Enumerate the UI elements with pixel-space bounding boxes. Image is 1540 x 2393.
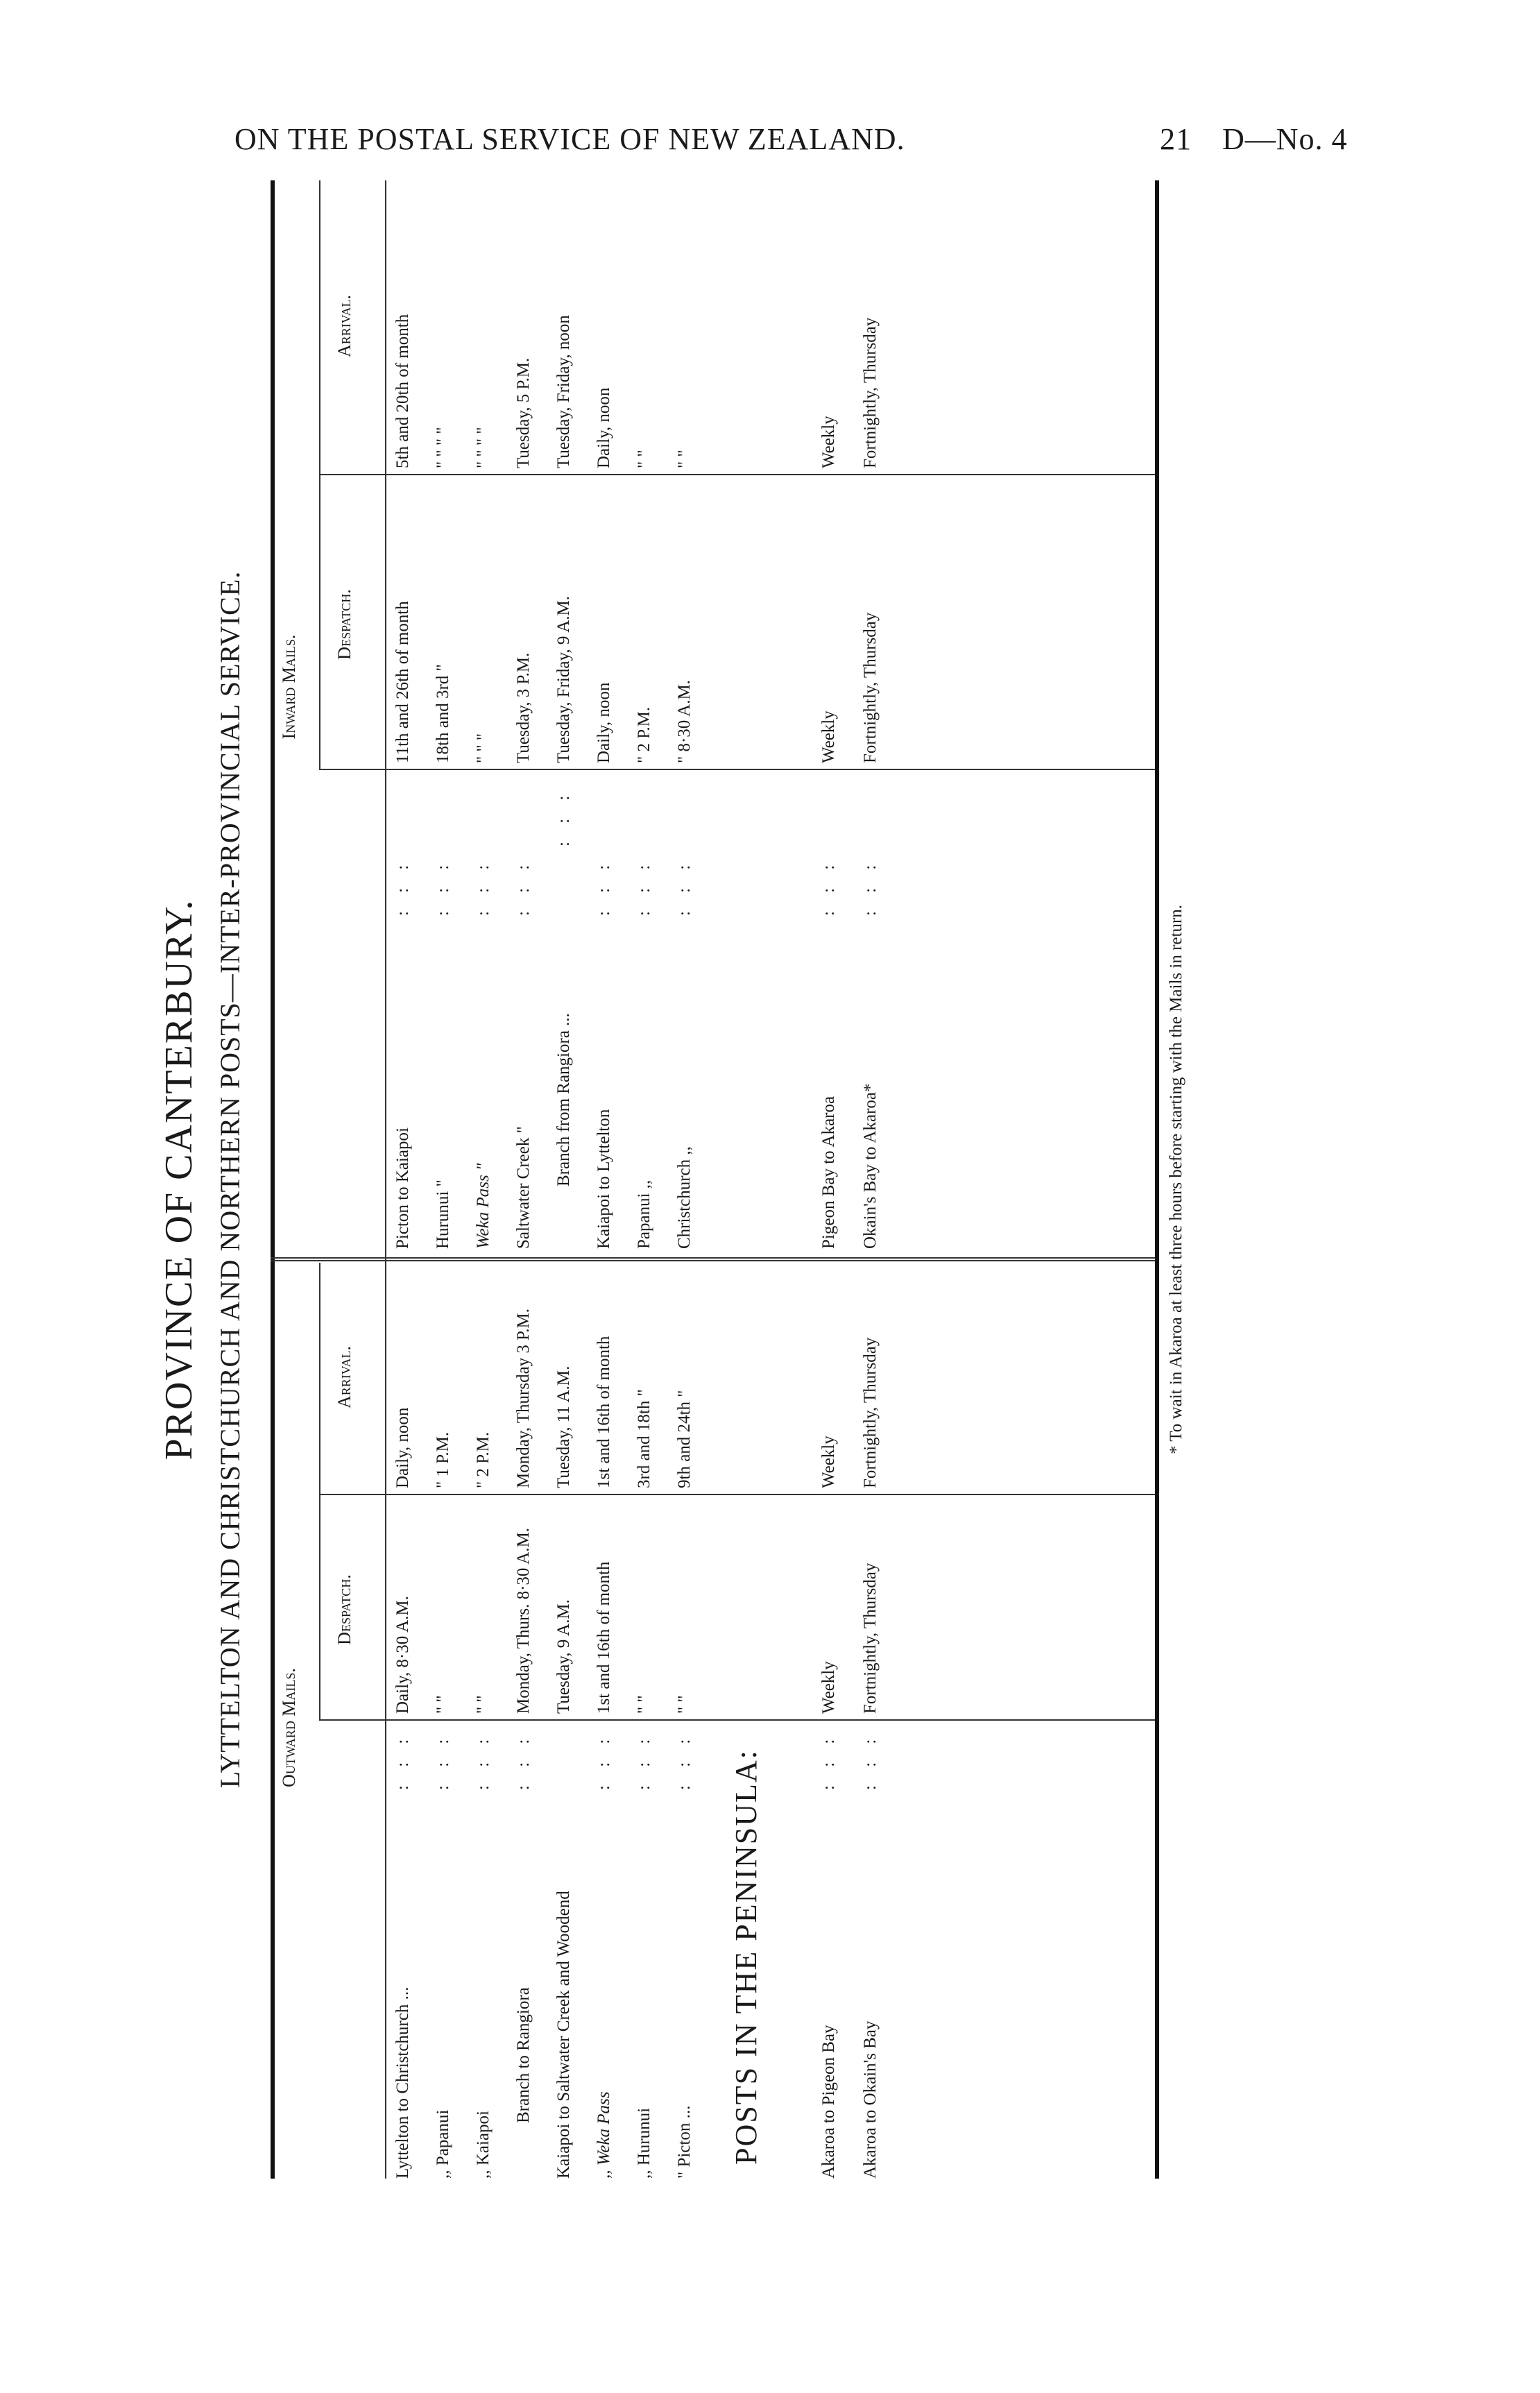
outward-route: Branch to Rangiora — [514, 1987, 533, 2123]
inward-route: Kaiapoi to Lyttelton — [594, 1109, 613, 1249]
outward-route: ,, Papanui — [434, 2109, 452, 2179]
outward-despatch: " " — [675, 1695, 694, 1714]
outward-despatch: " " — [434, 1695, 452, 1714]
outward-heading: Outward Mails. — [279, 1668, 299, 1787]
leader-dots: : : : — [819, 858, 838, 916]
inward-route: Picton to Kaiapoi — [393, 1127, 412, 1249]
peninsula-inward-arrival: Fortnightly, Thursday — [861, 317, 880, 468]
peninsula-inward-route: Okain's Bay to Akaroa* — [861, 1083, 880, 1249]
outward-despatch: " " — [635, 1695, 653, 1714]
outward-route: ,, Weka Pass — [594, 2091, 613, 2179]
footnote: * To wait in Akaroa at least three hours before starting with the Mails in return. — [1167, 904, 1186, 1455]
outward-route: ,, Kaiapoi — [474, 2111, 493, 2179]
outward-route: Kaiapoi to Saltwater Creek and Woodend — [554, 1891, 573, 2179]
inward-despatch: Daily, noon — [594, 682, 613, 763]
leader-dots: : : : — [514, 1732, 533, 1790]
leader-dots: : : : — [635, 858, 653, 916]
leader-dots: : : : — [635, 1732, 653, 1790]
inward-arrival: Tuesday, Friday, noon — [554, 315, 573, 468]
table-subtitle: LYTTELTON AND CHRISTCHURCH AND NORTHERN POSTS—INTER-PROVINCIAL SERVICE. — [214, 570, 246, 1789]
outward-route: " Picton ... — [675, 2105, 694, 2179]
leader-dots: : : : — [393, 1732, 412, 1790]
leader-dots: : : : — [594, 858, 613, 916]
outward-arrival: Daily, noon — [393, 1407, 412, 1488]
outward-despatch-heading: Despatch. — [334, 1574, 354, 1645]
outward-arrival: Monday, Thursday 3 P.M. — [514, 1308, 533, 1488]
inward-despatch: Tuesday, 3 P.M. — [514, 652, 533, 763]
inward-route: Branch from Rangiora ... — [554, 1013, 573, 1186]
leader-dots: : : : — [554, 788, 573, 846]
outward-despatch: 1st and 16th of month — [594, 1561, 613, 1714]
table-top-rule — [271, 180, 275, 2179]
inward-arrival: " " — [635, 450, 653, 468]
outward-despatch: " " — [474, 1695, 493, 1714]
outward-despatch: Tuesday, 9 A.M. — [554, 1599, 573, 1714]
outward-route: ,, Hurunui — [635, 2107, 653, 2179]
outward-route: Lyttelton to Christchurch ... — [393, 1986, 412, 2179]
leader-dots: : : : — [474, 858, 493, 916]
inward-despatch: 18th and 3rd " — [434, 664, 452, 763]
outward-despatch: Daily, 8·30 A.M. — [393, 1596, 412, 1714]
inward-route: Christchurch ,, — [675, 1146, 694, 1249]
inward-route: Weka Pass " — [474, 1163, 493, 1249]
inward-arrival-heading: Arrival. — [334, 295, 354, 357]
leader-dots: : : : — [474, 1732, 493, 1790]
inward-arrival: Daily, noon — [594, 387, 613, 468]
inward-arrival: Tuesday, 5 P.M. — [514, 357, 533, 468]
peninsula-outward-route: Akaroa to Okain's Bay — [861, 2020, 880, 2179]
inward-route: Papanui ,, — [635, 1180, 653, 1249]
leader-dots: : : : — [434, 858, 452, 916]
leader-dots: : : : — [819, 1732, 838, 1790]
inward-route: Hurunui " — [434, 1180, 452, 1249]
leader-dots: : : : — [861, 1732, 880, 1790]
inward-heading: Inward Mails. — [279, 634, 299, 740]
peninsula-outward-route: Akaroa to Pigeon Bay — [819, 2025, 838, 2179]
peninsula-inward-despatch: Fortnightly, Thursday — [861, 612, 880, 763]
inward-despatch: " " " — [474, 733, 493, 763]
leader-dots: : : : — [594, 1732, 613, 1790]
inward-arrival: " " " " — [474, 427, 493, 468]
outward-subheading-rule — [319, 1263, 320, 1721]
inward-despatch-column-rule — [319, 769, 1155, 770]
inward-route: Saltwater Creek " — [514, 1126, 533, 1249]
peninsula-outward-despatch: Fortnightly, Thursday — [861, 1562, 880, 1714]
peninsula-heading: POSTS IN THE PENINSULA: — [729, 1749, 763, 2165]
outward-arrival-heading: Arrival. — [334, 1346, 354, 1408]
leader-dots: : : : — [514, 858, 533, 916]
inward-despatch: 11th and 26th of month — [393, 601, 412, 763]
inward-subheading-rule — [319, 180, 320, 770]
heading-rule — [385, 180, 386, 2179]
inward-arrival: " " " " — [434, 427, 452, 468]
outward-arrival: " 2 P.M. — [474, 1431, 493, 1488]
inward-despatch: " 2 P.M. — [635, 706, 653, 763]
province-title: PROVINCE OF CANTERBURY. — [157, 899, 200, 1461]
running-title: ON THE POSTAL SERVICE OF NEW ZEALAND. — [234, 122, 905, 156]
outward-arrival: Tuesday, 11 A.M. — [554, 1365, 573, 1488]
outward-despatch: Monday, Thurs. 8·30 A.M. — [514, 1527, 533, 1714]
outward-arrival: 3rd and 18th " — [635, 1389, 653, 1488]
running-header — [0, 121, 1540, 163]
inward-despatch: Tuesday, Friday, 9 A.M. — [554, 596, 573, 763]
table-bottom-rule — [1155, 180, 1159, 2179]
outward-arrival: 1st and 16th of month — [594, 1336, 613, 1488]
outward-arrival: 9th and 24th " — [675, 1390, 694, 1488]
peninsula-inward-arrival: Weekly — [819, 416, 838, 468]
peninsula-inward-despatch: Weekly — [819, 710, 838, 763]
rotated-timetable — [153, 180, 1193, 2179]
outward-despatch-column-rule — [319, 1719, 1155, 1721]
inward-arrival-column-rule — [319, 474, 1155, 475]
outward-arrival: " 1 P.M. — [434, 1431, 452, 1488]
inward-arrival: " " — [675, 450, 694, 468]
inward-arrival: 5th and 20th of month — [393, 314, 412, 468]
peninsula-outward-arrival: Fortnightly, Thursday — [861, 1337, 880, 1488]
inward-despatch-heading: Despatch. — [334, 589, 354, 660]
leader-dots: : : : — [434, 1732, 452, 1790]
peninsula-outward-arrival: Weekly — [819, 1436, 838, 1488]
center-double-rule — [271, 1257, 1155, 1261]
document-reference: D—No. 4 — [1222, 122, 1348, 156]
inward-despatch: " 8·30 A.M. — [675, 680, 694, 763]
peninsula-inward-route: Pigeon Bay to Akaroa — [819, 1096, 838, 1249]
page-number: 21 — [1160, 122, 1192, 156]
peninsula-outward-despatch: Weekly — [819, 1661, 838, 1714]
leader-dots: : : : — [861, 858, 880, 916]
leader-dots: : : : — [393, 858, 412, 916]
leader-dots: : : : — [675, 858, 694, 916]
leader-dots: : : : — [675, 1732, 694, 1790]
